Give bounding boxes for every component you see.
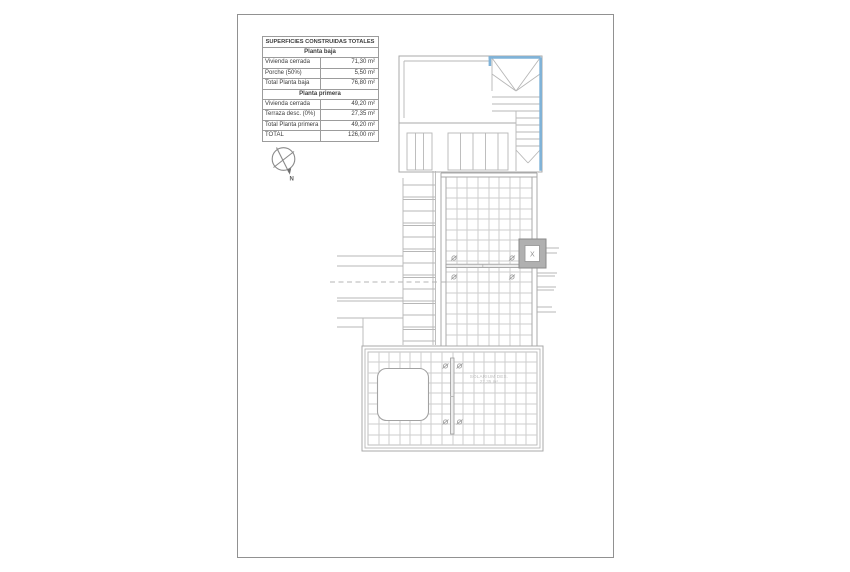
pergola-slats bbox=[407, 133, 508, 170]
row-value: 49,20 m² bbox=[321, 120, 379, 130]
solarium-label-line2: 27,35 m² bbox=[479, 379, 499, 384]
jacuzzi bbox=[378, 369, 429, 421]
row-label: Vivienda cerrada bbox=[263, 58, 321, 68]
staircase bbox=[492, 58, 540, 171]
section-planta-baja: Planta baja bbox=[263, 48, 379, 58]
row-value: 27,35 m² bbox=[321, 110, 379, 120]
solarium-label-line1: SOLARIUM DES. bbox=[469, 374, 509, 379]
louver-strip bbox=[403, 171, 436, 345]
row-label: Total Planta primera bbox=[263, 120, 321, 130]
stair-wall-highlight bbox=[489, 57, 541, 170]
solarium-label bbox=[459, 374, 519, 384]
x-marker-label: X bbox=[529, 251, 535, 259]
row-label: Porche (50%) bbox=[263, 68, 321, 78]
row-label: TOTAL bbox=[263, 131, 321, 141]
row-value: 5,50 m² bbox=[321, 68, 379, 78]
section-planta-primera: Planta primera bbox=[263, 89, 379, 99]
row-value: 71,30 m² bbox=[321, 58, 379, 68]
row-value: 49,20 m² bbox=[321, 100, 379, 110]
glass-railing-solarium bbox=[443, 358, 463, 434]
row-value: 126,00 m² bbox=[321, 131, 379, 141]
areas-table-title: SUPERFICIES CONSTRUIDAS TOTALES bbox=[263, 37, 379, 48]
row-label: Vivienda cerrada bbox=[263, 100, 321, 110]
row-label: Terraza desc. (0%) bbox=[263, 110, 321, 120]
chimney-x-marker bbox=[519, 239, 546, 268]
compass-north-label: N bbox=[289, 176, 294, 183]
row-value: 76,80 m² bbox=[321, 79, 379, 89]
row-label: Total Planta baja bbox=[263, 79, 321, 89]
